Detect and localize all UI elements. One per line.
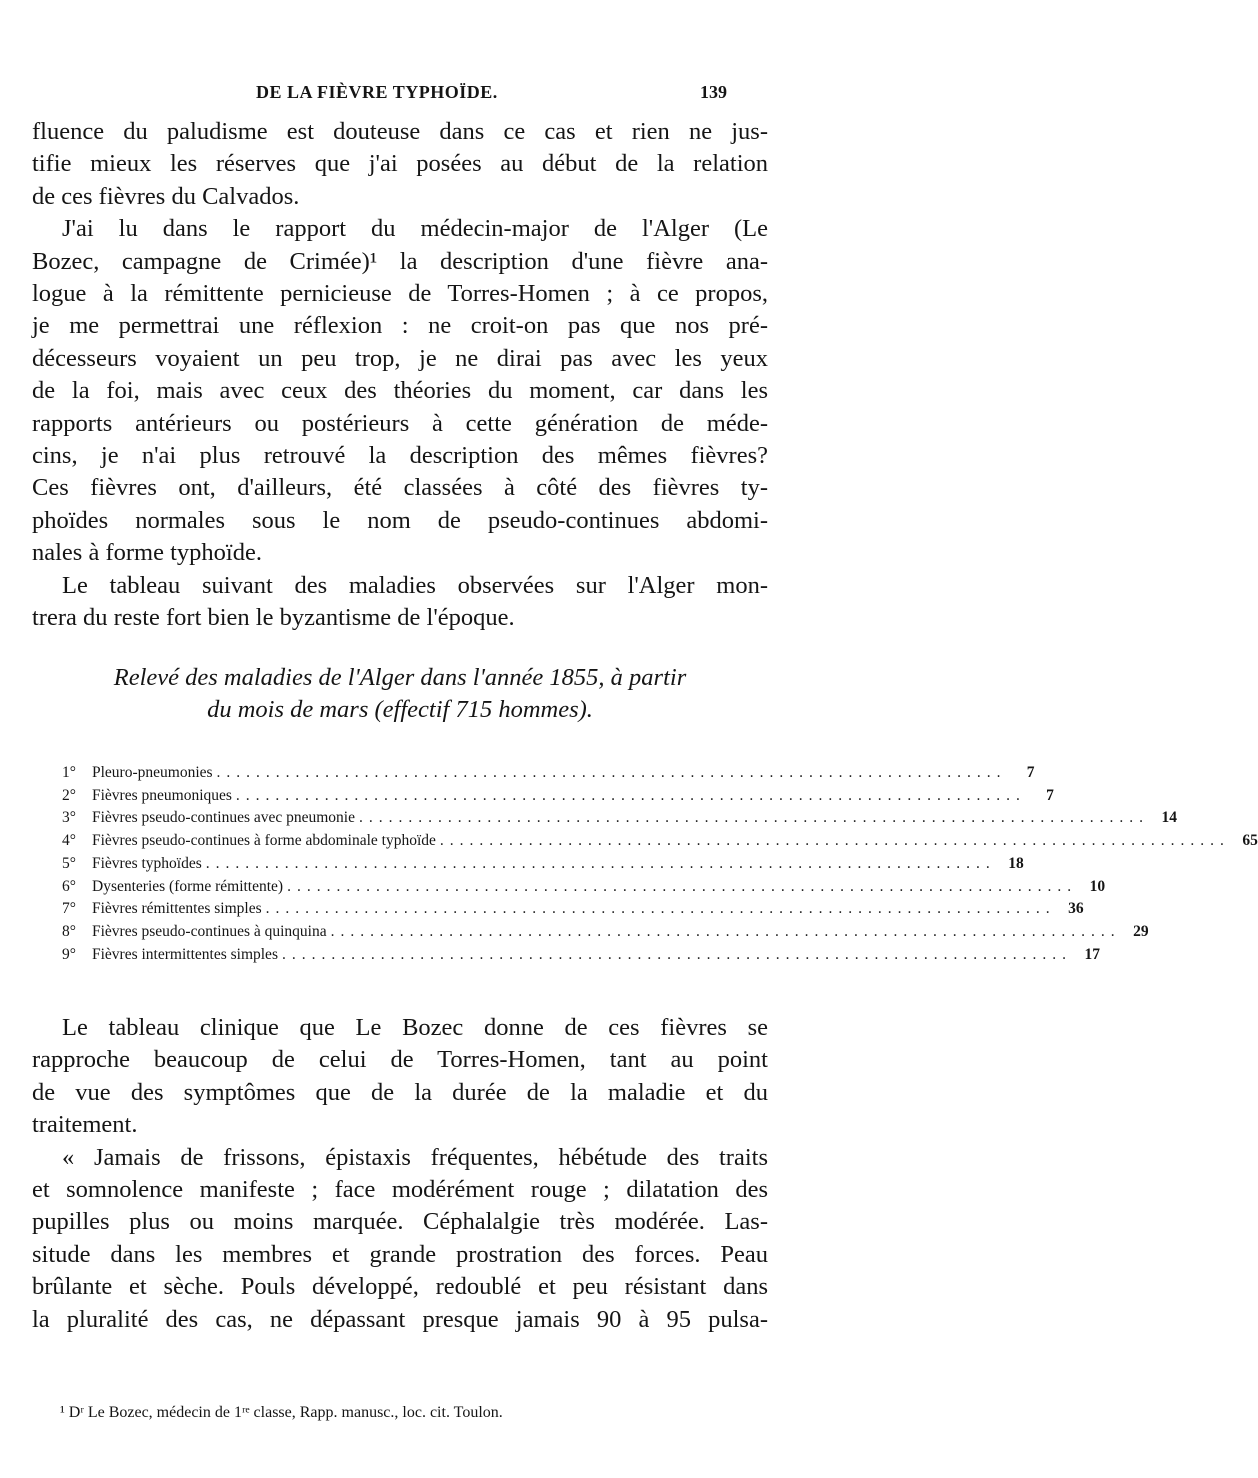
row-label: Pleuro-pneumonies (92, 764, 213, 781)
text-line: « Jamais de frissons, épistaxis fréquentes, hébétude des traits (62, 1143, 768, 1171)
table-row (62, 762, 1035, 785)
text-line: cins, je n'ai plus retrouvé la description des mêmes fièvres? (32, 442, 768, 470)
table-caption (32, 662, 768, 726)
text-line: nales à forme typhoïde. (32, 539, 262, 567)
disease-table (62, 762, 1258, 966)
row-value: 14 (1161, 809, 1177, 827)
row-value: 36 (1068, 900, 1084, 918)
dot-leader: ................................................................................ (205, 854, 996, 872)
text-line: logue à la rémittente pernicieuse de Torres-Homen ; à ce propos, (32, 280, 768, 308)
row-number: 7° (62, 900, 76, 918)
dot-leader: ................................................................................ (265, 900, 1056, 918)
paragraph-main (32, 116, 768, 635)
text-line: de ces fièvres du Calvados. (32, 182, 300, 210)
text-line: J'ai lu dans le rapport du médecin-major de l'Alger (Le (62, 215, 768, 243)
text-line: brûlante et sèche. Pouls développé, redoublé et peu résistant dans (32, 1273, 768, 1301)
text-line: de la foi, mais avec ceux des théories du moment, car dans les (32, 377, 768, 405)
row-number: 1° (62, 764, 76, 781)
row-label: Fièvres pseudo-continues à quinquina (92, 922, 327, 940)
dot-leader: ................................................................................ (235, 786, 1026, 804)
text-line: rapports antérieurs ou postérieurs à cette génération de méde- (32, 409, 768, 437)
table-row (62, 921, 1149, 944)
row-number: 2° (62, 786, 76, 804)
text-line: fluence du paludisme est douteuse dans ce cas et rien ne jus- (32, 118, 768, 145)
row-label: Fièvres pseudo-continues à forme abdominale typhoïde (92, 832, 436, 850)
dot-leader: ................................................................................ (287, 877, 1078, 895)
row-number: 9° (62, 945, 76, 963)
table-row (62, 944, 1100, 967)
row-value: 7 (1026, 764, 1035, 781)
row-label: Fièvres rémittentes simples (92, 900, 262, 918)
row-value: 7 (1046, 786, 1054, 804)
running-title: DE LA FIÈVRE TYPHOÏDE. (256, 82, 498, 102)
table-row (62, 785, 1054, 808)
text-line: situde dans les membres et grande prostration des forces. Peau (32, 1240, 768, 1268)
text-line: pupilles plus ou moins marquée. Céphalalgie très modérée. Las- (32, 1208, 768, 1236)
row-value: 10 (1089, 877, 1106, 895)
row-value: 29 (1133, 922, 1149, 940)
text-line: traitement. (32, 1111, 138, 1139)
footnote: ¹ Dʳ Le Bozec, médecin de 1ʳᵉ classe, Rapp. manusc., loc. cit. Toulon. (60, 1404, 503, 1421)
row-label: Fièvres pseudo-continues avec pneumonie (92, 809, 355, 827)
row-number: 8° (62, 922, 76, 940)
table-row (62, 898, 1084, 921)
text-line: de vue des symptômes que de la durée de la maladie et du (32, 1078, 768, 1106)
text-line: Le tableau clinique que Le Bozec donne de ces fièvres se (62, 1014, 768, 1041)
text-line: Ces fièvres ont, d'ailleurs, été classées à côté des fièvres ty- (32, 474, 768, 502)
table-row (62, 830, 1258, 853)
text-line: tifie mieux les réserves que j'ai posées au début de la relation (32, 150, 768, 178)
text-line: phoïdes normales sous le nom de pseudo-continues abdomi- (32, 506, 768, 534)
page-number: 139 (700, 82, 727, 102)
row-label: Fièvres pneumoniques (92, 786, 232, 804)
text-line: trera du reste fort bien le byzantisme de l'époque. (32, 604, 515, 632)
caption-line: Relevé des maladies de l'Alger dans l'année 1855, à partir (113, 664, 687, 691)
dot-leader: ................................................................................ (439, 832, 1230, 850)
dot-leader: ................................................................................ (281, 945, 1072, 963)
text-line: je me permettrai une réflexion : ne croit-on pas que nos pré- (32, 312, 768, 340)
row-value: 65 (1242, 832, 1258, 850)
text-line: et somnolence manifeste ; face modérément rouge ; dilatation des (32, 1176, 768, 1204)
dot-leader: ................................................................................ (330, 922, 1121, 940)
table-row (62, 853, 1024, 876)
text-line: Bozec, campagne de Crimée)¹ la description d'une fièvre ana- (32, 247, 768, 275)
caption-line: du mois de mars (effectif 715 hommes). (207, 696, 593, 723)
dot-leader: ................................................................................ (359, 809, 1149, 827)
row-number: 5° (62, 854, 76, 872)
row-value: 17 (1084, 945, 1100, 963)
text-line: rapproche beaucoup de celui de Torres-Homen, tant au point (32, 1046, 768, 1074)
row-label: Fièvres typhoïdes (92, 854, 202, 872)
table-row (62, 876, 1106, 899)
text-line: la pluralité des cas, ne dépassant presque jamais 90 à 95 pulsa- (32, 1305, 768, 1333)
row-number: 3° (62, 809, 76, 827)
text-line: décesseurs voyaient un peu trop, je ne dirai pas avec les yeux (32, 344, 768, 372)
row-number: 4° (62, 832, 76, 850)
text-line: Le tableau suivant des maladies observées sur l'Alger mon- (62, 571, 768, 599)
row-number: 6° (62, 877, 76, 895)
row-value: 18 (1008, 854, 1024, 872)
dot-leader: ................................................................................ (216, 764, 1007, 781)
table-row (62, 807, 1177, 830)
row-label: Fièvres intermittentes simples (92, 945, 278, 963)
row-label: Dysenteries (forme rémittente) (92, 877, 284, 895)
paragraph-clinical (32, 1012, 768, 1336)
